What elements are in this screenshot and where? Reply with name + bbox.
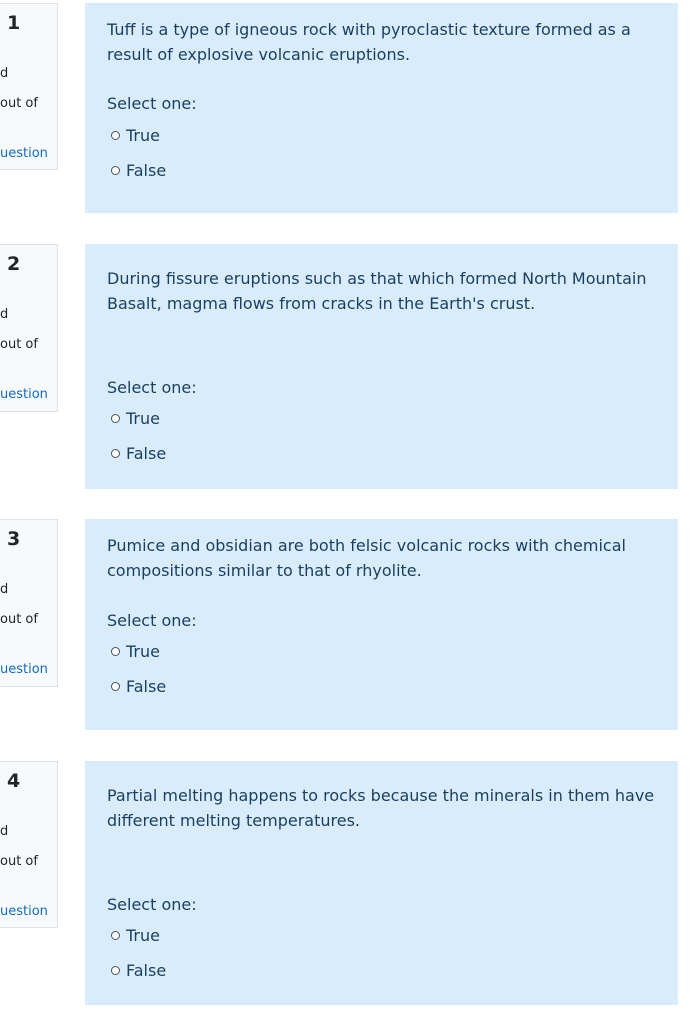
option-label: True — [126, 408, 160, 428]
select-one-prompt: Select one: — [107, 378, 197, 397]
question-text: Pumice and obsidian are both felsic volcanic rocks with chemical compositions similar to that of rhyolite. — [107, 536, 626, 580]
question-number: 4 — [7, 770, 21, 792]
select-one-prompt: Select one: — [107, 611, 197, 630]
flag-question-link[interactable]: uestion — [0, 387, 48, 402]
radio-button[interactable] — [111, 682, 120, 691]
question-grade: out of — [0, 96, 38, 111]
option-false[interactable] — [111, 959, 166, 981]
radio-button[interactable] — [111, 449, 120, 458]
question-grade: out of — [0, 612, 38, 627]
option-true[interactable] — [111, 407, 160, 429]
question-state: d — [0, 824, 9, 839]
question-text: During fissure eruptions such as that which formed North Mountain Basalt, magma flows from cracks in the Earth's crust. — [107, 269, 647, 313]
question-grade: out of — [0, 854, 38, 869]
question-info-box — [0, 519, 58, 687]
question-text: Tuff is a type of igneous rock with pyroclastic texture formed as a result of explosive volcanic eruptions. — [107, 20, 631, 64]
question-info-box — [0, 244, 58, 412]
radio-button[interactable] — [111, 166, 120, 175]
question-grade: out of — [0, 337, 38, 352]
option-true[interactable] — [111, 124, 160, 146]
option-label: False — [126, 443, 167, 463]
option-label: False — [126, 676, 167, 696]
question-content — [85, 761, 678, 1005]
question-state: d — [0, 582, 9, 597]
question-number: 3 — [7, 528, 21, 550]
radio-button[interactable] — [111, 931, 120, 940]
option-true[interactable] — [111, 640, 160, 662]
question-number: 2 — [7, 253, 21, 275]
option-label: False — [126, 160, 167, 180]
question-info-box — [0, 761, 58, 928]
question-content — [85, 244, 678, 489]
select-one-prompt: Select one: — [107, 895, 197, 914]
question-text: Partial melting happens to rocks because the minerals in them have different melting temperatures. — [107, 786, 655, 830]
select-one-prompt: Select one: — [107, 94, 197, 113]
radio-button[interactable] — [111, 647, 120, 656]
question-info-box — [0, 3, 58, 170]
option-label: True — [126, 925, 160, 945]
radio-button[interactable] — [111, 131, 120, 140]
flag-question-link[interactable]: uestion — [0, 146, 48, 161]
question-number: 1 — [7, 12, 21, 34]
option-label: False — [126, 960, 167, 980]
option-false[interactable] — [111, 675, 166, 697]
question-state: d — [0, 307, 9, 322]
radio-button[interactable] — [111, 414, 120, 423]
flag-question-link[interactable]: uestion — [0, 662, 48, 677]
question-state: d — [0, 66, 9, 81]
radio-button[interactable] — [111, 966, 120, 975]
question-content — [85, 519, 678, 730]
option-false[interactable] — [111, 159, 166, 181]
flag-question-link[interactable]: uestion — [0, 904, 48, 919]
option-label: True — [126, 125, 160, 145]
option-false[interactable] — [111, 442, 166, 464]
option-label: True — [126, 641, 160, 661]
question-content — [85, 3, 678, 213]
option-true[interactable] — [111, 924, 160, 946]
